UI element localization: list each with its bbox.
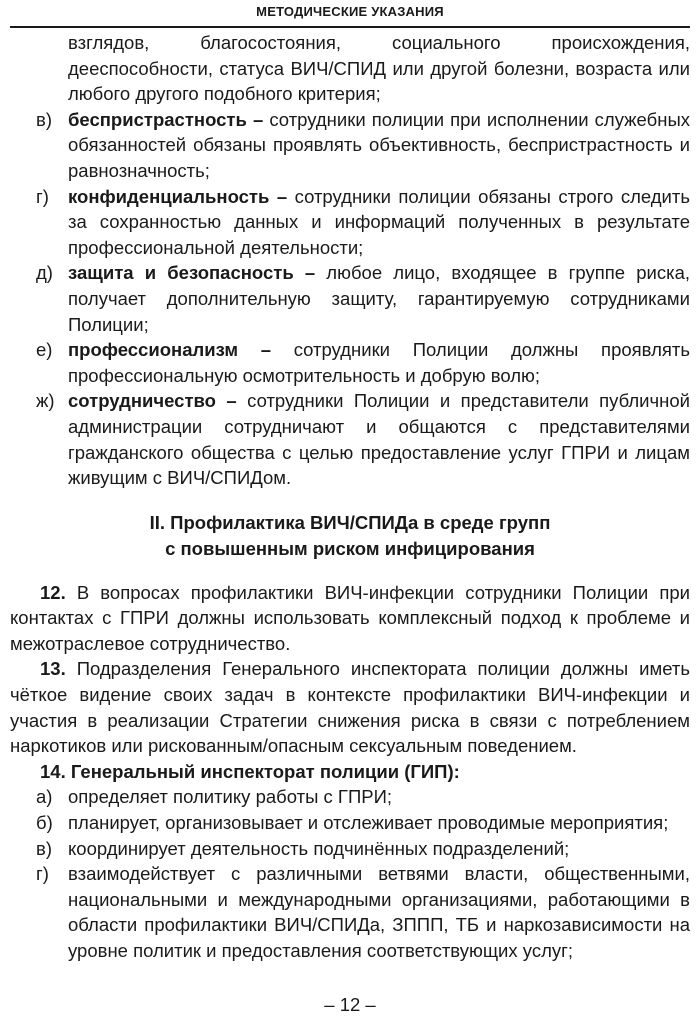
item-marker: а) bbox=[36, 786, 53, 808]
numbered-paragraph bbox=[10, 580, 690, 657]
paragraph-number: 12. bbox=[40, 581, 66, 603]
gip-item-text: определяет политику работы с ГПРИ; bbox=[68, 786, 393, 808]
page-number: – 12 – bbox=[324, 994, 376, 1015]
gip-item bbox=[10, 836, 690, 862]
item-marker: д) bbox=[36, 262, 53, 284]
paragraph-text: В вопросах профилактики ВИЧ-инфекции сотрудники Полиции при контактах с ГПРИ должны использовать комплексный подход к проблеме и межотраслевое сотрудничество. bbox=[10, 581, 690, 654]
gip-item-text: координирует деятельность подчинённых подразделений; bbox=[68, 837, 570, 859]
principle-text: сотрудники Полиции должны проявлять профессиональную осмотрительность и добрую волю; bbox=[68, 339, 690, 386]
intro-continuation: взглядов, благосостояния, социального происхождения, дееспособности, статуса ВИЧ/СПИД или другой болезни, возраста или любого другого подобного критерия; bbox=[68, 32, 690, 105]
principle-item bbox=[10, 184, 690, 261]
numbered-paragraph bbox=[10, 656, 690, 758]
section-title-line: с повышенным риском инфицирования bbox=[165, 537, 535, 559]
paragraph-text: Подразделения Генерального инспектората полиции должны иметь чёткое видение своих задач в контексте профилактики ВИЧ-инфекции и участия в реализации Стратегии снижения риска в связи с потреблением наркотиков или рискованным/опасным сексуальным поведением. bbox=[10, 658, 690, 757]
principle-item bbox=[10, 260, 690, 337]
principle-text: сотрудники Полиции и представители публичной администрации сотрудничают и общаются с представителями гражданского общества с целью предоставление услуг ГПРИ и лицам живущим с ВИЧ/СПИДом. bbox=[68, 390, 690, 489]
running-header: МЕТОДИЧЕСКИЕ УКАЗАНИЯ bbox=[256, 4, 444, 19]
gip-heading-text: 14. Генеральный инспекторат полиции (ГИП): bbox=[40, 760, 460, 782]
principle-text: сотрудники полиции при исполнении служебных обязанностей обязаны проявлять объективность, беспристрастность и равнозначность; bbox=[68, 108, 690, 181]
gip-heading bbox=[10, 759, 690, 785]
item-marker: б) bbox=[36, 812, 53, 834]
principle-term: конфиденциальность – bbox=[68, 185, 288, 207]
section-title bbox=[10, 510, 690, 562]
item-marker: г) bbox=[36, 863, 49, 885]
principle-item bbox=[10, 388, 690, 490]
section-title-line: II. Профилактика ВИЧ/СПИДа в среде групп bbox=[149, 511, 551, 533]
paragraph-number: 13. bbox=[40, 658, 66, 680]
item-marker: в) bbox=[36, 108, 52, 130]
principle-term: беспристрастность – bbox=[68, 108, 264, 130]
gip-item bbox=[10, 784, 690, 810]
page-body bbox=[10, 30, 690, 964]
principle-term: защита и безопасность – bbox=[68, 262, 316, 284]
gip-item-text: взаимодействует с различными ветвями власти, общественными, национальными и международными организациями, работающими в области профилактики ВИЧ/СПИДа, ЗППП, ТБ и наркозависимости на уровне политик и предоставления соответствующих услуг; bbox=[68, 863, 690, 961]
principle-term: профессионализм – bbox=[68, 339, 272, 361]
gip-item bbox=[10, 861, 690, 963]
principle-text: сотрудники полиции обязаны строго следить за сохранностью данных и информаций полученных в результате профессиональной деятельности; bbox=[68, 185, 690, 258]
item-marker: е) bbox=[36, 339, 53, 361]
gip-item-text: планирует, организовывает и отслеживает проводимые мероприятия; bbox=[68, 812, 669, 834]
header-rule bbox=[10, 26, 690, 28]
item-marker: ж) bbox=[36, 390, 55, 412]
principle-item bbox=[10, 337, 690, 388]
gip-item bbox=[10, 810, 690, 836]
item-marker: г) bbox=[36, 185, 49, 207]
principle-text: любое лицо, входящее в группе риска, получает дополнительную защиту, гарантируемую сотрудниками Полиции; bbox=[68, 262, 690, 335]
item-marker: в) bbox=[36, 837, 52, 859]
principle-item bbox=[10, 107, 690, 184]
principle-term: сотрудничество – bbox=[68, 390, 237, 412]
